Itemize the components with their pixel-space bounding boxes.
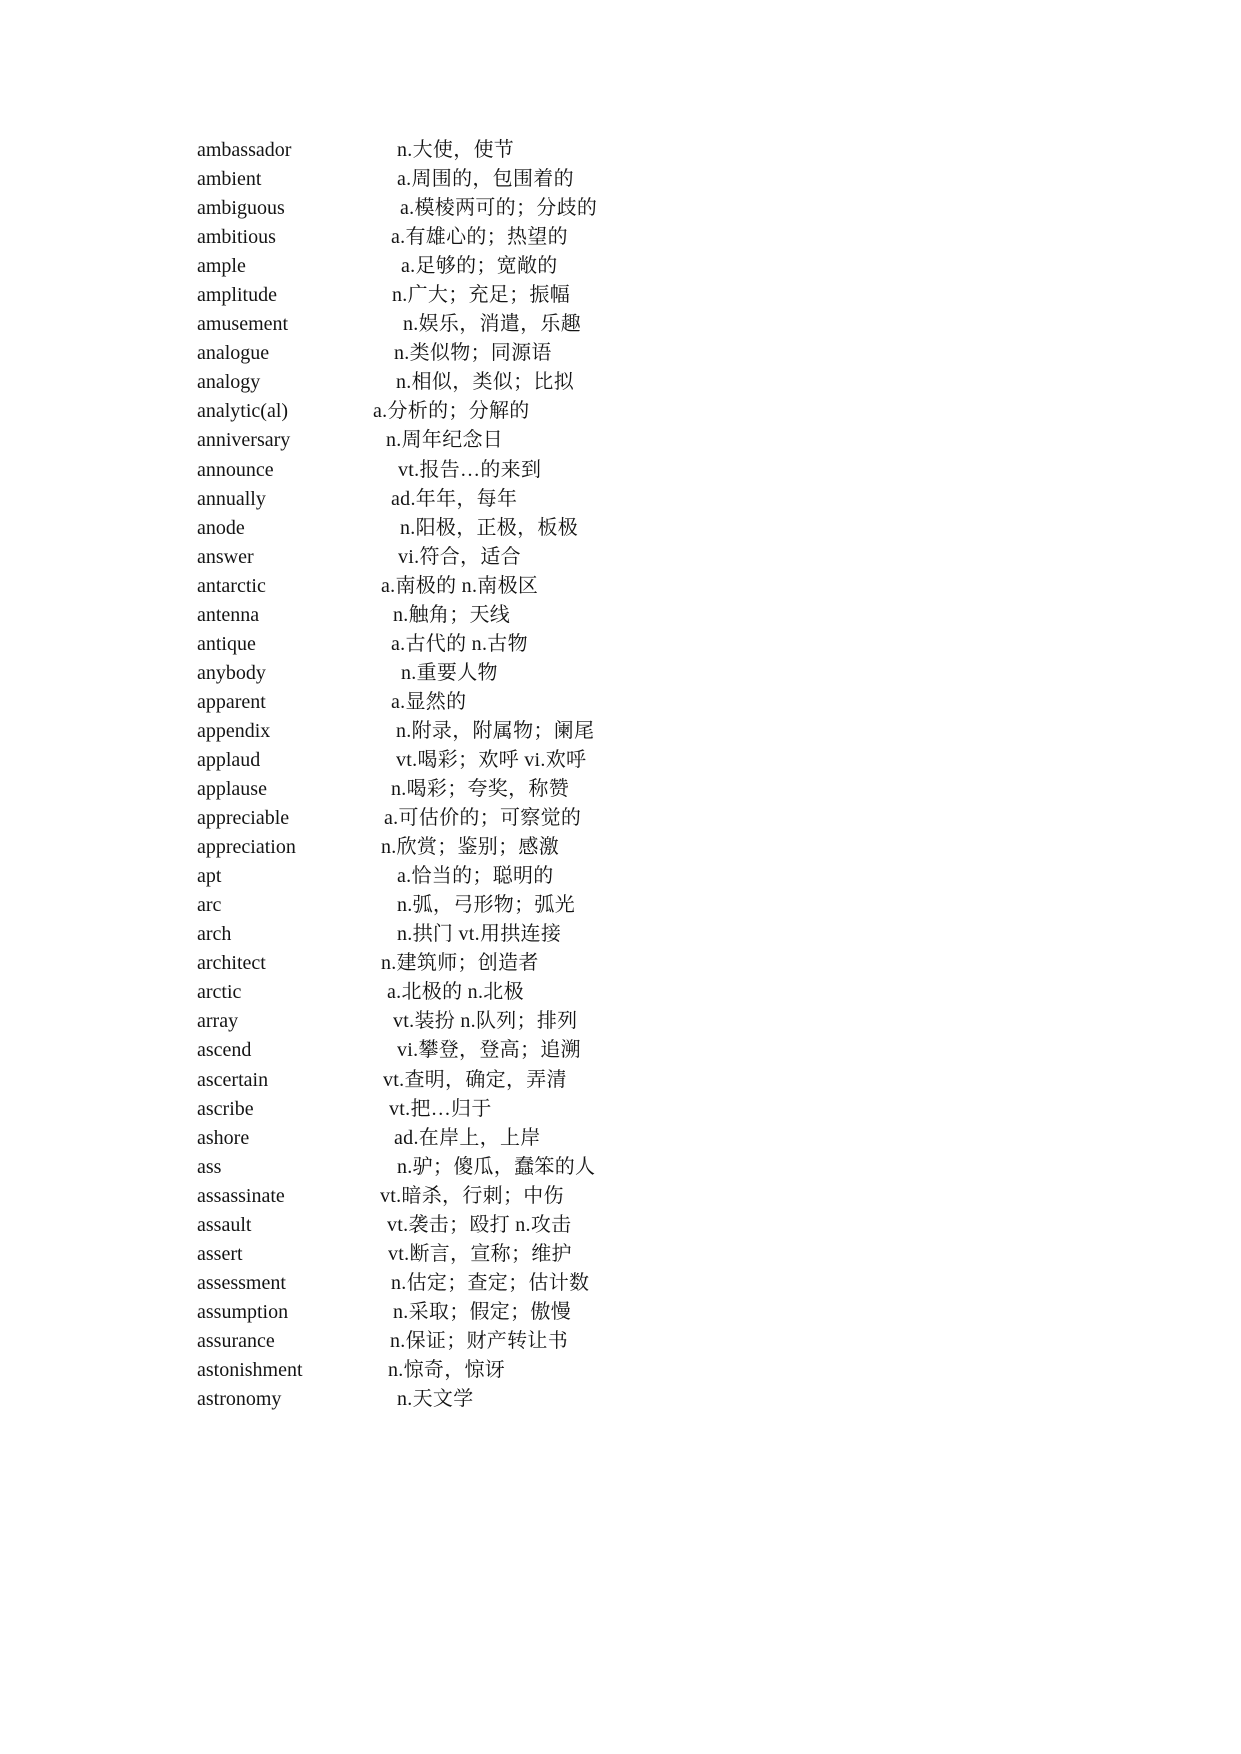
vocab-row xyxy=(197,949,917,978)
vocab-word: apt xyxy=(197,865,222,888)
vocab-row xyxy=(197,136,917,165)
vocab-word: applause xyxy=(197,778,267,801)
vocab-word: ascribe xyxy=(197,1097,254,1120)
vocab-word: ambitious xyxy=(197,226,276,249)
vocab-word: amplitude xyxy=(197,284,277,307)
vocab-definition: n.采取；假定；傲慢 xyxy=(393,1300,571,1323)
vocab-word: answer xyxy=(197,545,254,568)
vocab-definition: vt.报告…的来到 xyxy=(398,458,542,481)
vocab-definition: n.惊奇，惊讶 xyxy=(388,1358,506,1381)
vocab-definition: n.娱乐，消遣，乐趣 xyxy=(403,313,581,336)
vocab-definition: ad.在岸上，上岸 xyxy=(394,1126,541,1149)
vocab-word: ascertain xyxy=(197,1068,269,1091)
vocab-definition: n.阳极，正极，板极 xyxy=(400,516,578,539)
vocab-definition: n.拱门 vt.用拱连接 xyxy=(397,923,562,946)
vocab-definition: a.北极的 n.北极 xyxy=(387,981,524,1004)
vocab-row xyxy=(197,339,917,368)
vocab-word: ascend xyxy=(197,1039,252,1062)
vocab-definition: n.广大；充足；振幅 xyxy=(392,284,570,307)
vocab-row xyxy=(197,252,917,281)
vocab-row xyxy=(197,514,917,543)
vocab-definition: n.天文学 xyxy=(397,1388,474,1411)
vocab-definition: a.周围的，包围着的 xyxy=(397,168,574,191)
vocab-word: analogue xyxy=(197,342,270,365)
vocab-definition: vt.喝彩；欢呼 vi.欢呼 xyxy=(396,748,587,771)
vocab-word: antenna xyxy=(197,603,260,626)
vocab-row xyxy=(197,426,917,455)
vocab-definition: n.驴；傻瓜，蠢笨的人 xyxy=(397,1155,596,1178)
vocab-word: antarctic xyxy=(197,574,266,597)
vocab-row xyxy=(197,1211,917,1240)
vocab-definition: n.欣赏；鉴别；感激 xyxy=(381,836,559,859)
vocab-row xyxy=(197,601,917,630)
vocab-word: assassinate xyxy=(197,1184,285,1207)
vocab-row xyxy=(197,862,917,891)
vocab-definition: n.触角；天线 xyxy=(393,603,511,626)
vocab-word: amusement xyxy=(197,313,289,336)
vocab-word: astonishment xyxy=(197,1358,303,1381)
vocab-word: arc xyxy=(197,894,222,917)
vocab-definition: n.喝彩；夸奖，称赞 xyxy=(391,778,569,801)
vocab-definition: a.有雄心的；热望的 xyxy=(391,226,568,249)
vocab-row xyxy=(197,688,917,717)
vocab-word: anybody xyxy=(197,661,266,684)
vocab-row xyxy=(197,1298,917,1327)
vocab-definition: vt.袭击；殴打 n.攻击 xyxy=(387,1213,572,1236)
vocab-word: annually xyxy=(197,487,266,510)
vocab-definition: vt.暗杀，行刺；中伤 xyxy=(380,1184,564,1207)
vocab-row xyxy=(197,194,917,223)
vocab-row xyxy=(197,1385,917,1414)
vocab-word: ambassador xyxy=(197,139,292,161)
vocab-row xyxy=(197,165,917,194)
vocab-row xyxy=(197,281,917,310)
vocab-word: ashore xyxy=(197,1126,250,1149)
vocab-definition: vt.查明，确定，弄清 xyxy=(383,1068,567,1091)
vocab-definition: vt.装扮 n.队列；排列 xyxy=(393,1010,578,1033)
vocab-row xyxy=(197,659,917,688)
vocab-row xyxy=(197,833,917,862)
vocab-word: ambient xyxy=(197,168,262,191)
vocab-word: applaud xyxy=(197,748,261,771)
vocab-definition: vi.攀登，登高；追溯 xyxy=(397,1039,581,1062)
vocab-definition: n.重要人物 xyxy=(401,661,498,684)
vocab-definition: n.保证；财产转让书 xyxy=(390,1329,568,1352)
vocab-word: announce xyxy=(197,458,274,481)
vocab-row xyxy=(197,310,917,339)
vocab-word: assurance xyxy=(197,1329,275,1352)
vocab-word: analytic(al) xyxy=(197,400,289,423)
vocab-row xyxy=(197,1124,917,1153)
vocab-row xyxy=(197,1007,917,1036)
vocab-row xyxy=(197,456,917,485)
vocab-word: ass xyxy=(197,1155,222,1178)
vocab-definition: n.弧，弓形物；弧光 xyxy=(397,894,575,917)
vocab-word: arch xyxy=(197,923,232,946)
vocab-word: astronomy xyxy=(197,1388,282,1411)
vocab-row xyxy=(197,223,917,252)
vocab-row xyxy=(197,1356,917,1385)
vocab-definition: n.大使，使节 xyxy=(397,139,515,161)
vocab-definition: a.足够的；宽敞的 xyxy=(401,255,558,278)
vocab-row xyxy=(197,775,917,804)
vocab-definition: vt.把…归于 xyxy=(389,1097,492,1120)
vocab-definition: n.相似，类似；比拟 xyxy=(396,371,574,394)
vocab-word: architect xyxy=(197,952,266,975)
vocab-word: apparent xyxy=(197,690,266,713)
vocab-word: ample xyxy=(197,255,246,278)
vocab-row xyxy=(197,485,917,514)
vocab-definition: a.恰当的；聪明的 xyxy=(397,865,554,888)
vocab-word: anniversary xyxy=(197,429,291,452)
vocab-definition: n.建筑师；创造者 xyxy=(381,952,539,975)
vocab-word: arctic xyxy=(197,981,242,1004)
vocab-row xyxy=(197,1066,917,1095)
vocabulary-list xyxy=(197,136,917,1414)
vocab-row xyxy=(197,978,917,1007)
vocab-definition: a.可估价的；可察觉的 xyxy=(384,807,582,830)
vocab-row xyxy=(197,368,917,397)
vocab-row xyxy=(197,630,917,659)
vocab-definition: vt.断言，宣称；维护 xyxy=(388,1242,572,1265)
vocab-word: assault xyxy=(197,1213,252,1236)
vocab-row xyxy=(197,1182,917,1211)
vocab-definition: n.估定；查定；估计数 xyxy=(391,1271,590,1294)
vocab-row xyxy=(197,746,917,775)
vocab-definition: a.南极的 n.南极区 xyxy=(381,574,539,597)
vocab-word: anode xyxy=(197,516,245,539)
vocab-definition: a.分析的；分解的 xyxy=(373,400,530,423)
vocab-definition: ad.年年，每年 xyxy=(391,487,518,510)
vocab-row xyxy=(197,1269,917,1298)
vocab-row xyxy=(197,1240,917,1269)
vocab-definition: n.类似物；同源语 xyxy=(394,342,552,365)
vocab-word: analogy xyxy=(197,371,261,394)
vocab-row xyxy=(197,717,917,746)
vocab-definition: n.周年纪念日 xyxy=(386,429,504,452)
vocab-row xyxy=(197,804,917,833)
vocab-definition: a.古代的 n.古物 xyxy=(391,632,528,655)
vocab-word: antique xyxy=(197,632,256,655)
vocab-row xyxy=(197,1095,917,1124)
vocab-word: appendix xyxy=(197,719,271,742)
vocab-word: array xyxy=(197,1010,239,1033)
vocab-row xyxy=(197,397,917,426)
vocab-definition: a.显然的 xyxy=(391,690,467,713)
vocab-definition: vi.符合，适合 xyxy=(398,545,521,568)
vocab-row xyxy=(197,920,917,949)
vocab-word: ambiguous xyxy=(197,197,285,220)
vocab-word: assert xyxy=(197,1242,243,1265)
vocab-row xyxy=(197,891,917,920)
vocab-definition: a.模棱两可的；分歧的 xyxy=(400,197,598,220)
vocab-row xyxy=(197,572,917,601)
vocab-word: appreciable xyxy=(197,807,290,830)
vocab-row xyxy=(197,543,917,572)
vocab-word: appreciation xyxy=(197,836,296,859)
vocab-word: assessment xyxy=(197,1271,286,1294)
vocab-row xyxy=(197,1327,917,1356)
vocab-row xyxy=(197,1036,917,1065)
vocab-row xyxy=(197,1153,917,1182)
vocab-definition: n.附录，附属物；阑尾 xyxy=(396,719,595,742)
vocab-word: assumption xyxy=(197,1300,289,1323)
